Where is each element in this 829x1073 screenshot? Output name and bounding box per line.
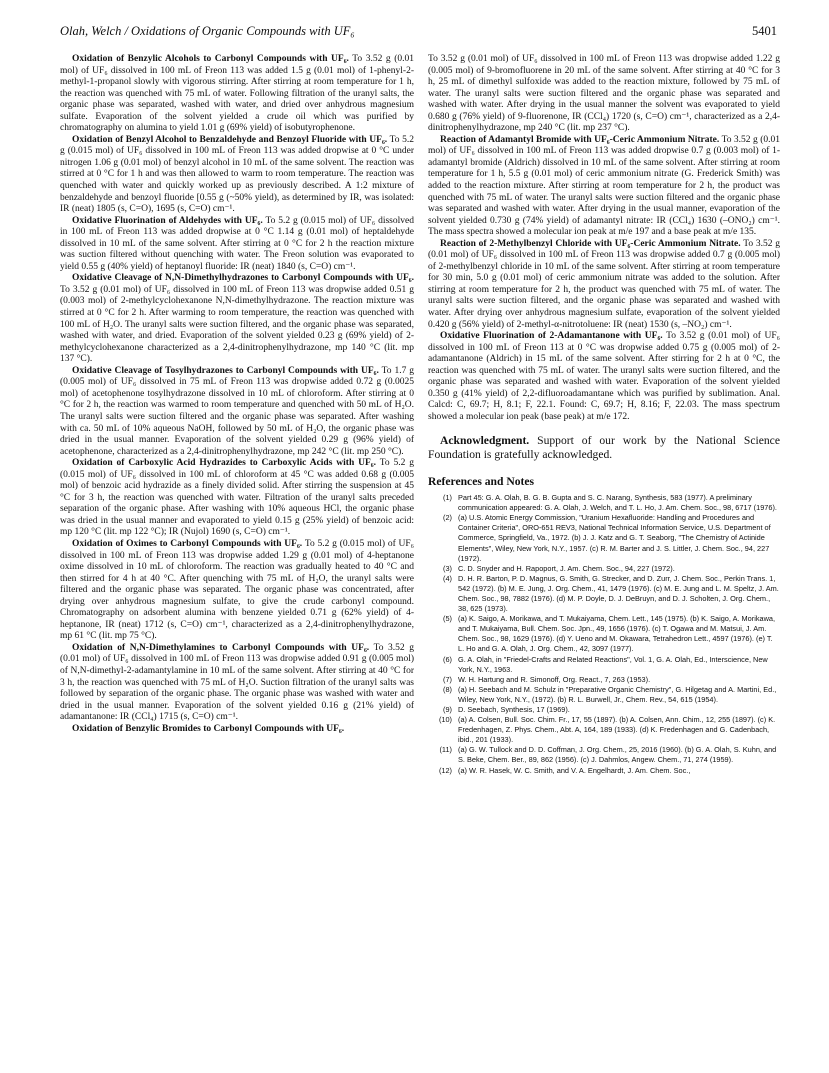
- reference-number: (7): [443, 674, 452, 684]
- paragraph: [60, 539, 414, 643]
- reference-item: [428, 685, 780, 705]
- paragraph-text: To 3.52 g (0.01 mol) of UF₆ dissolved in 100 mL of Freon 113 was added 1.5 g (0.01 mol) of 1-phenyl-2-methyl-1-propanol slowly with vigorous stirring. After stirring at room temperature for 1 h, the reaction was quenched with 75 mL of water. Following filtration of the uranyl salts, the organic phase was separated, washed with water, and dried over anhydrous magnesium sulfate. Evaporation of the solvent yielded a crude oil which was purified by chromatography on alumina to yield 1.01 g (69% yield) of isobutyrophenone.: [60, 54, 414, 134]
- reference-text: Part 45: G. A. Olah, B. G. B. Gupta and S. C. Narang, Synthesis, 583 (1977). A preliminary communication appeared: G. A. Olah, J. Welch, and T. L. Ho, J. Am. Chem. Soc., 98, 6717 (1976).: [458, 493, 777, 513]
- paragraph-text: To 1.7 g (0.005 mol) of UF₆ dissolved in 75 mL of Freon 113 was dropwise added 0.72 g (0.0025 mol) of acetophenone tosylhydrazone dissolved in 10 mL of chloroform. After stirring at 0 °C for 2 h, the reaction was warmed to room temperature and quenched with 50 mL of H₂O. The uranyl salts were suction filtered and the organic phase was separated. After washing with ca. 50 mL of 10% aqueous NaOH, followed by 50 mL of H₂O, the organic phase was dried in the usual manner. Evaporation of the solvent yielded 0.29 g (96% yield) of acetophenone, characterized as a 2,4-dinitrophenylhydrazone, mp 242 °C (lit. mp 250 °C).: [60, 365, 415, 457]
- paragraph-heading: Oxidation of Benzyl Alcohol to Benzaldehyde and Benzoyl Fluoride with UF₆.: [72, 134, 388, 145]
- paragraph-heading: Oxidation of N,N-Dimethylamines to Carbonyl Compounds with UF₆.: [72, 642, 370, 653]
- reference-text: C. D. Snyder and H. Rapoport, J. Am. Chem. Soc., 94, 227 (1972).: [458, 563, 675, 573]
- paragraph-heading: Oxidative Fluorination of Aldehydes with UF₆.: [72, 215, 263, 226]
- paragraph-text: To 3.52 g (0.01 mol) of UF₆ dissolved in 100 mL of Freon 113 was dropwise added 0.51 g (0.003 mol) of 2-methylcyclohexanone N,N-dimethylhydrazone. The reaction mixture was stirred at 0 °C for 2 h. After warming to room temperature, the reaction was quenched with 100 mL of H₂O. The uranyl salts were suction filtered, and the organic phase was separated, washed with water, and dried. Evaporation of the solvent yielded 0.23 g (69% yield) of 2-methylcyclohexanone characterized as a 2,4-dinitrophenylhydrazone, mp 140 °C (lit. mp 137 °C).: [60, 284, 414, 365]
- left-column: [60, 54, 414, 735]
- right-column: [428, 54, 780, 776]
- paragraph-text: To 5.2 g (0.015 mol) of UF₆ dissolved in 100 mL of Freon 113 was added dropwise at 0 °C under nitrogen 1.06 g (0.01 mol) of benzyl alcohol in 10 mL of the same solvent. The reaction was stirred at 0 °C for 1 h and was then allowed to warm to room temperature. The reaction was quenched with water and quickly worked up as previously described. A 1:2 mixture of benzaldehyde and benzoyl fluoride [0.55 g (~50% yield), as determined by IR, was isolated: IR (neat) 1805 (s, C=O), 1695 (s, C=O) cm⁻¹.: [60, 134, 414, 215]
- references-heading: References and Notes: [428, 474, 535, 488]
- paragraph-heading: Oxidative Fluorination of 2-Adamantanone with UF₆.: [440, 331, 663, 342]
- paragraph: [428, 135, 780, 239]
- reference-text: G. A. Olah, in "Friedel-Crafts and Related Reactions", Vol. 1, G. A. Olah, Ed., Interscience, New York, N.Y., 1963.: [458, 654, 768, 674]
- reference-text: D. H. R. Barton, P. D. Magnus, G. Smith, G. Strecker, and D. Zurr, J. Chem. Soc., Perkin Trans. 1, 542 (1972). (b) M. E. Jung, J. Org. Chem., 41, 1479 (1976). (c) M. E. Jung and L. M. Speltz, J. Am. Chem. Soc., 98, 7882 (1976). (d) M. P. Doyle, D. J. DeBruyn, and D. J. Scholten, J. Org. Chem., 38, 625 (1973).: [458, 573, 779, 614]
- reference-text: (a) K. Saigo, A. Morikawa, and T. Mukaiyama, Chem. Lett., 145 (1975). (b) K. Saigo, A. Morikawa, and T. Mukaiyama, Bull. Chem. Soc. Jpn., 49, 1656 (1976). (c) T. Ogawa and M. Matsui, J. Am. Chem. Soc., 98, 1629 (1976). (d) Y. Ueno and M. Okawara, Tetrahedron Lett., 4597 (1976). (e) T. L. Ho and G. A. Olah, J. Org. Chem., 42, 3097 (1977).: [458, 614, 776, 654]
- paragraph-heading: Oxidative Cleavage of Tosylhydrazones to Carbonyl Compounds with UF₆.: [72, 365, 379, 376]
- references-list: [428, 493, 780, 776]
- reference-text: (a) W. R. Hasek, W. C. Smith, and V. A. Engelhardt, J. Am. Chem. Soc.,: [458, 765, 691, 775]
- reference-number: (11): [439, 745, 452, 755]
- paragraph-heading: Oxidation of Carboxylic Acid Hydrazides to Carboxylic Acids with UF₆.: [72, 458, 376, 469]
- reference-number: (2): [443, 513, 452, 523]
- paragraph: [60, 366, 414, 458]
- paragraph: [428, 331, 780, 423]
- reference-item: [428, 715, 780, 745]
- reference-number: (5): [443, 614, 452, 624]
- paragraph: [60, 273, 414, 365]
- reference-text: (a) H. Seebach and M. Schulz in "Preparative Organic Chemistry", G. Hilgetag and A. Martini, Ed., Wiley, New York, N.Y., (1972). (b) R. L. Burwell, Jr., Chem. Rev., 54, 615 (1954).: [458, 684, 777, 704]
- reference-number: (6): [443, 654, 452, 664]
- reference-item: [428, 564, 780, 574]
- paragraph-text: To 5.2 g (0.015 mol) of UF₆ dissolved in 100 mL of chloroform at 45 °C was added 0.68 g (0.005 mol) of benzoic acid hydrazide as a finely divided solid. After stirring the suspension at 45 °C for 3 h, the reaction was quenched with water. Filtration of the uranyl salts preceded separation of the organic phase. After washing with 10% aqueous HCl, the organic phase was dried in the usual manner and evaporated to yield 0.15 g (25% yield) of benzoic acid: mp 120 °C (lit. mp 122 °C); IR (Nujol) 1690 (s, C=O) cm⁻¹.: [60, 458, 414, 538]
- reference-text: (a) U.S. Atomic Energy Commission, "Uranium Hexafluoride: Handling and Procedures and Container Criteria", ORO-651 REV3, National Technical Information Service, U.S. Department of Commerce, Springfield, Va., 1972. (b) J. J. Katz and G. T. Seaborg, "The Chemistry of Actinide Elements", Wiley, New York, N.Y., 1957. (c) R. M. Barter and J. S. Littler, J. Chem. Soc., 94, 227 (1972).: [458, 513, 771, 563]
- paragraph-heading: Reaction of 2-Methylbenzyl Chloride with UF₆-Ceric Ammonium Nitrate.: [440, 238, 741, 249]
- paragraph-heading: Oxidation of Benzylic Alcohols to Carbonyl Compounds with UF₆.: [72, 54, 349, 64]
- acknowledgment-text: Support of our work by the National Science Foundation is gratefully acknowledged.: [428, 433, 780, 461]
- reference-item: [428, 745, 780, 765]
- paragraph-text: To 3.52 g (0.01 mol) of UF₆ dissolved in 100 mL of Freon 113 was added dropwise 0.7 g (0.003 mol) of 1-adamantyl bromide (Aldrich) dissolved in 10 mL of the same solvent. After stirring at room temperature for 1 h, 5.5 g (0.01 mol) of ceric ammonium nitrate (G. Frederick Smith) was added to the reaction mixture. After stirring at room temperature for 2 h, the product was quenched with 75 mL of water. The uranyl salts were suction filtered and the organic phase was separated and washed with water. After drying in the usual manner, evaporation of the solvent yielded 0.730 g (74% yield) of adamantyl nitrate: IR (CCl₄) 1630 (–ONO₂) cm⁻¹. The mass spectra showed a molecular ion peak at m/e 197 and a base peak at m/e 135.: [428, 134, 780, 238]
- paragraph-text: To 3.52 g (0.01 mol) of UF₆ dissolved in 100 mL of Freon 113 was dropwise added 1.22 g (0.005 mol) of 9-bromofluorene in 20 mL of the same solvent. After stirring at 40 °C for 3 h, 25 mL of dimethyl sulfoxide was added to the reaction mixture, followed by 75 mL of water. The uranyl salts were suction filtered and the organic phase was separated and washed with water. After drying in the usual manner the solvent was evaporated to yield 0.680 g (76% yield) of 9-fluorenone, IR (CCl₄) 1720 (s, C=O) cm⁻¹, characterized as a 2,4-dinitrophenylhydrazone, mp 240 °C (lit. mp 237 °C).: [428, 54, 780, 134]
- running-head: Olah, Welch / Oxidations of Organic Compounds with UF₆: [60, 24, 355, 38]
- reference-number: (10): [438, 715, 452, 725]
- reference-item: [428, 766, 780, 776]
- reference-item: [428, 675, 780, 685]
- paragraph: [428, 54, 780, 135]
- reference-number: (4): [443, 573, 452, 583]
- paragraph-text: To 3.52 g (0.01 mol) of UF₆ dissolved in 100 mL of Freon 113 was dropwise added 0.7 g (0.005 mol) of 2-methylbenzyl chloride in 10 mL of the same solvent. After stirring at room temperature for 30 min, 5.0 g (0.01 mol) of ceric ammonium nitrate was added to the solution. After stirring at room temperature for 2 h, the product was quenched with 75 mL of water. The uranyl salts were suction filtered, and the organic phase was separated and washed with water. After drying over anhydrous magnesium sulfate, evaporation of the solvent yielded 0.420 g (56% yield) of 2-methyl-α-nitrotoluene: IR (neat) 1530 (s, –NO₂) cm⁻¹.: [428, 238, 780, 330]
- reference-number: (1): [443, 493, 452, 503]
- reference-item: [428, 574, 780, 614]
- paragraph-text: To 3.52 g (0.01 mol) of UF₆ dissolved in 100 mL of Freon 113 at 0 °C was dropwise added 0.75 g (0.005 mol) of 2-adamantanone (Aldrich) in 15 mL of the same solvent. After stirring for 2 h at 0 °C, the reaction was quenched with 75 mL of water. The uranyl salts were suction filtered, and the organic phase was separated and washed with water. Evaporation of the solvent yielded 0.350 g (41% yield) of 2,2-difluoroadamantane which was purified by sublimation. Anal. Calcd: C, 69.7; H, 8.1; F, 22.1. Found: C, 69.7; H, 8.16; F, 22.03. The mass spectrum showed a molecular ion peak (base peak) at m/e 172.: [428, 331, 780, 422]
- acknowledgment: [428, 434, 780, 462]
- reference-item: [428, 655, 780, 675]
- paragraph-heading: Oxidation of Oximes to Carbonyl Compounds with UF₆.: [72, 538, 303, 549]
- paragraph-heading: Oxidative Cleavage of N,N-Dimethylhydrazones to Carbonyl Compounds with UF₆.: [72, 273, 414, 284]
- paragraph-text: To 5.2 g (0.015 mol) of UF₆ dissolved in 100 mL of Freon 113 was added dropwise at 0 °C 1.14 g (0.01 mol) of heptaldehyde dissolved in 10 mL of the same solvent. After stirring at 0 °C for 2 h the reaction mixture was suction filtered without quenching with water. The Freon solution was evaporated to yield 0.55 g (40% yield) of heptanoyl fluoride: IR (neat) 1840 (s, C=O) cm⁻¹.: [60, 215, 414, 272]
- paragraph: [60, 724, 414, 736]
- reference-text: (a) G. W. Tullock and D. D. Coffman, J. Org. Chem., 25, 2016 (1960). (b) G. A. Olah, S. Kuhn, and S. Beke, Chem. Ber., 89, 862 (1956). (c) J. Dahmlos, Angew. Chem., 71, 274 (1959).: [458, 745, 777, 765]
- paragraph: [60, 643, 414, 724]
- paragraph-heading: Oxidation of Benzylic Bromides to Carbonyl Compounds with UF₆.: [72, 723, 345, 734]
- reference-text: D. Seebach, Synthesis, 17 (1969).: [458, 705, 570, 715]
- paragraph: [60, 54, 414, 135]
- paragraph-text: To 3.52 g (0.01 mol) of UF₆ dissolved in 100 mL of Freon 113 was dropwise added 0.91 g (0.005 mol) of N,N-dimethyl-2-adamantylamine in 10 mL of the same solvent. After stirring at 40 °C for 3 h, the reaction was quenched with 75 mL of H₂O. Suction filtration of the uranyl salts was followed by separation of the organic phase. The organic phase was washed with water and dried in the usual manner. Evaporation of the solvent yielded 0.16 g (21% yield) of adamantanone: IR (CCl₄) 1715 (s, C=O) cm⁻¹.: [60, 642, 414, 723]
- reference-text: W. H. Hartung and R. Simonoff, Org. React., 7, 263 (1953).: [458, 674, 651, 684]
- reference-number: (12): [438, 765, 452, 775]
- paragraph-heading: Reaction of Adamantyl Bromide with UF₆-Ceric Ammonium Nitrate.: [440, 134, 720, 145]
- page-header: [60, 24, 777, 42]
- paragraph-text: To 5.2 g (0.015 mol) of UF₆ dissolved in 100 mL of Freon 113 was dropwise added 1.29 g (0.01 mol) of 4-heptanone oxime dissolved in 10 mL of chloroform. The reaction was gradually heated to 40 °C and then stirred for 4 h at 40 °C. After quenching with 75 mL of H₂O, the uranyl salts were filtered and the organic phase was separated. The organic phase was concentrated, after drying over anhydrous magnesium sulfate, to give the crude carbonyl compound. Chromatography on adsorbent alumina with benzene yielded 0.71 g (62% yield) of 4-heptanone, IR (neat) 1712 (s, C=O) cm⁻¹, characterized as a 2,4-dinitrophenylhydrazone, mp 61 °C (lit. mp 75 °C).: [60, 538, 414, 642]
- reference-number: (8): [443, 684, 452, 694]
- reference-item: [428, 513, 780, 563]
- reference-item: [428, 493, 780, 513]
- paragraph: [60, 135, 414, 216]
- reference-text: (a) A. Colsen, Bull. Soc. Chim. Fr., 17, 55 (1897). (b) A. Colsen, Ann. Chim., 12, 255 (1897). (c) K. Fredenhagen, Z. Phys. Chem., Abt. A, 164, 189 (1933). (d) K. Fredenhagen and G. Cadenbach, ibid., 201 (1933).: [458, 715, 776, 745]
- paragraph: [428, 239, 780, 331]
- paragraph: [60, 458, 414, 539]
- paragraph: [60, 216, 414, 274]
- reference-number: (3): [443, 563, 452, 573]
- reference-item: [428, 705, 780, 715]
- reference-item: [428, 614, 780, 654]
- page-number: 5401: [752, 24, 777, 38]
- reference-number: (9): [443, 705, 452, 715]
- acknowledgment-heading: Acknowledgment.: [440, 433, 530, 447]
